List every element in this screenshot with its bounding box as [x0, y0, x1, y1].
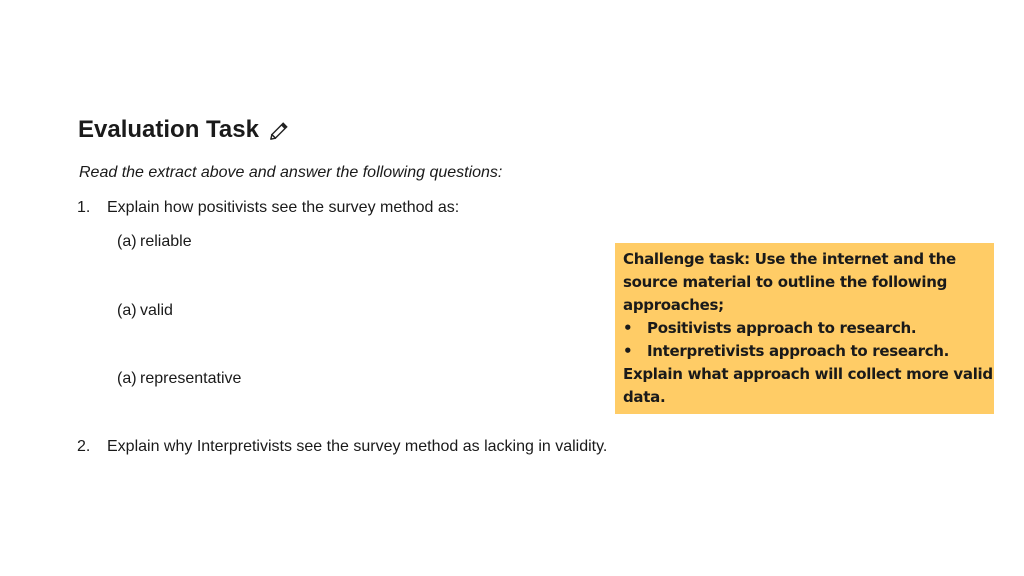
question-text: Explain how positivists see the survey method as:: [107, 199, 460, 216]
bullet-text: Positivists approach to research.: [647, 319, 917, 337]
pencil-icon: [267, 117, 293, 143]
title-text: Evaluation Task: [78, 116, 259, 143]
part-marker: (a): [117, 370, 137, 387]
question-number: 1.: [77, 199, 91, 216]
part-text: valid: [140, 302, 173, 319]
question-1-part-reliable: [117, 233, 192, 251]
question-1: [77, 199, 459, 217]
question-2: [77, 438, 607, 456]
bullet-text: Interpretivists approach to research.: [647, 342, 950, 360]
instructions-text: Read the extract above and answer the following questions:: [79, 164, 503, 181]
challenge-bullet: [623, 317, 986, 340]
question-text: Explain why Interpretivists see the survey method as lacking in validity.: [107, 438, 608, 455]
challenge-line: data.: [623, 388, 666, 406]
part-text: reliable: [140, 233, 192, 250]
challenge-line: source material to outline the following: [623, 273, 948, 291]
part-marker: (a): [117, 302, 137, 319]
challenge-task-box: [615, 243, 994, 414]
question-1-part-representative: [117, 370, 241, 388]
part-text: representative: [140, 370, 242, 387]
challenge-line: Explain what approach will collect more valid: [623, 365, 993, 383]
bullet-marker: •: [623, 319, 633, 337]
bullet-marker: •: [623, 342, 633, 360]
challenge-line: Challenge task: Use the internet and the: [623, 250, 956, 268]
page-title: [78, 116, 293, 144]
challenge-line: approaches;: [623, 296, 724, 314]
challenge-bullet: [623, 340, 986, 363]
question-1-part-valid: [117, 302, 173, 320]
question-number: 2.: [77, 438, 91, 455]
part-marker: (a): [117, 233, 137, 250]
